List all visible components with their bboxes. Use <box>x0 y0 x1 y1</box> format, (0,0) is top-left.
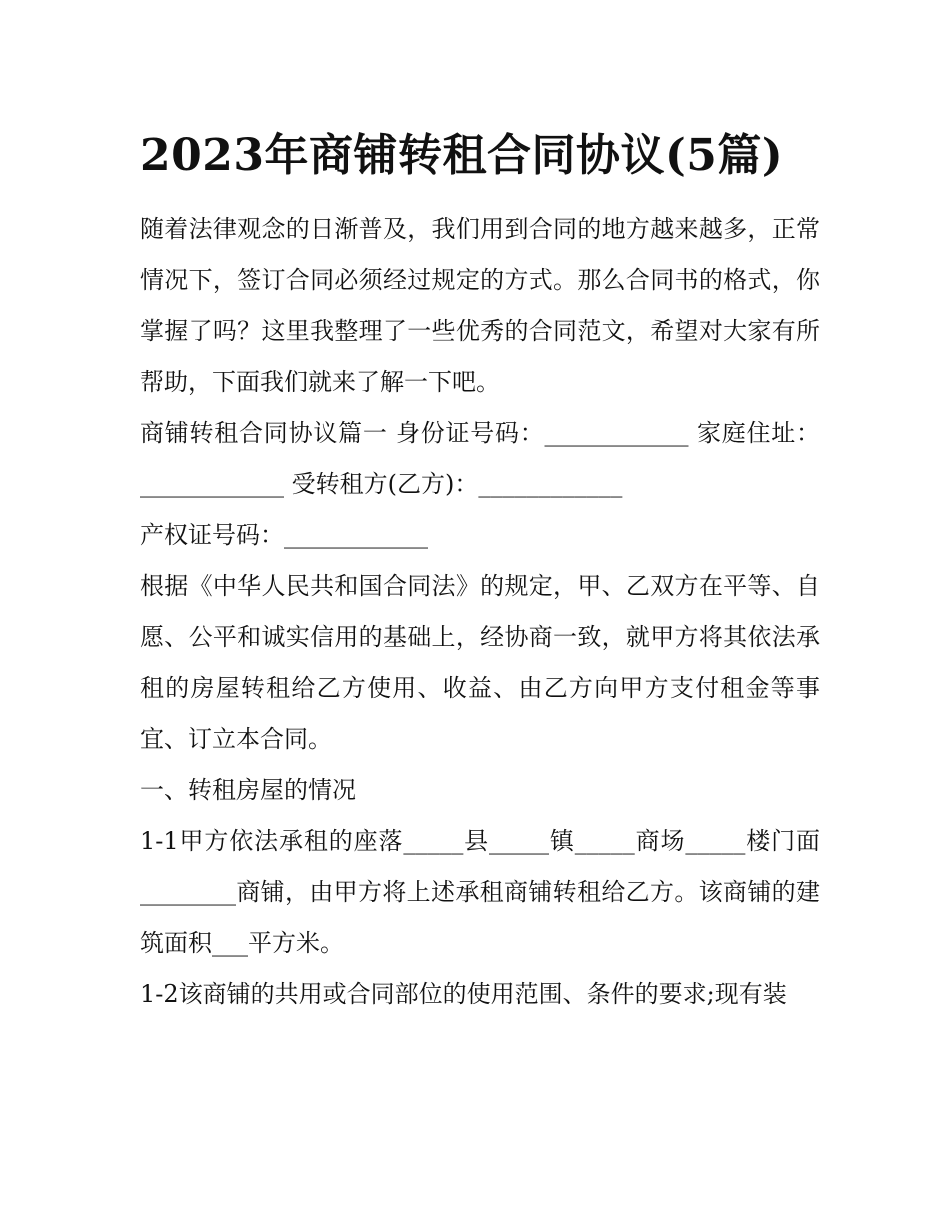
legal-basis-paragraph: 根据《中华人民共和国合同法》的规定，甲、乙双方在平等、自愿、公平和诚实信用的基础上，经协商一致，就甲方将其依法承租的房屋转租给乙方使用、收益、由乙方向甲方支付租金等事宜、订立本合同。 <box>140 572 820 753</box>
party-info-paragraph: 商铺转租合同协议篇一 身份证号码：____________ 家庭住址：____________ 受转租方(乙方)：____________ <box>140 419 820 498</box>
document-title: 2023年商铺转租合同协议(5篇) <box>140 130 784 181</box>
clause-1-2: 1-2该商铺的共用或合同部位的使用范围、条件的要求;现有装 <box>140 980 787 1008</box>
section-heading: 一、转租房屋的情况 <box>140 776 356 804</box>
intro-paragraph: 随着法律观念的日渐普及，我们用到合同的地方越来越多，正常情况下，签订合同必须经过规定的方式。那么合同书的格式，你掌握了吗？这里我整理了一些优秀的合同范文，希望对大家有所帮助，下面我们就来了解一下吧。 <box>140 215 820 396</box>
document-page <box>140 118 820 1020</box>
property-cert-paragraph: 产权证号码：____________ <box>140 521 428 549</box>
clause-1-1: 1-1甲方依法承租的座落_____县_____镇_____商场_____楼门面________商铺，由甲方将上述承租商铺转租给乙方。该商铺的建筑面积___平方米。 <box>140 827 820 957</box>
